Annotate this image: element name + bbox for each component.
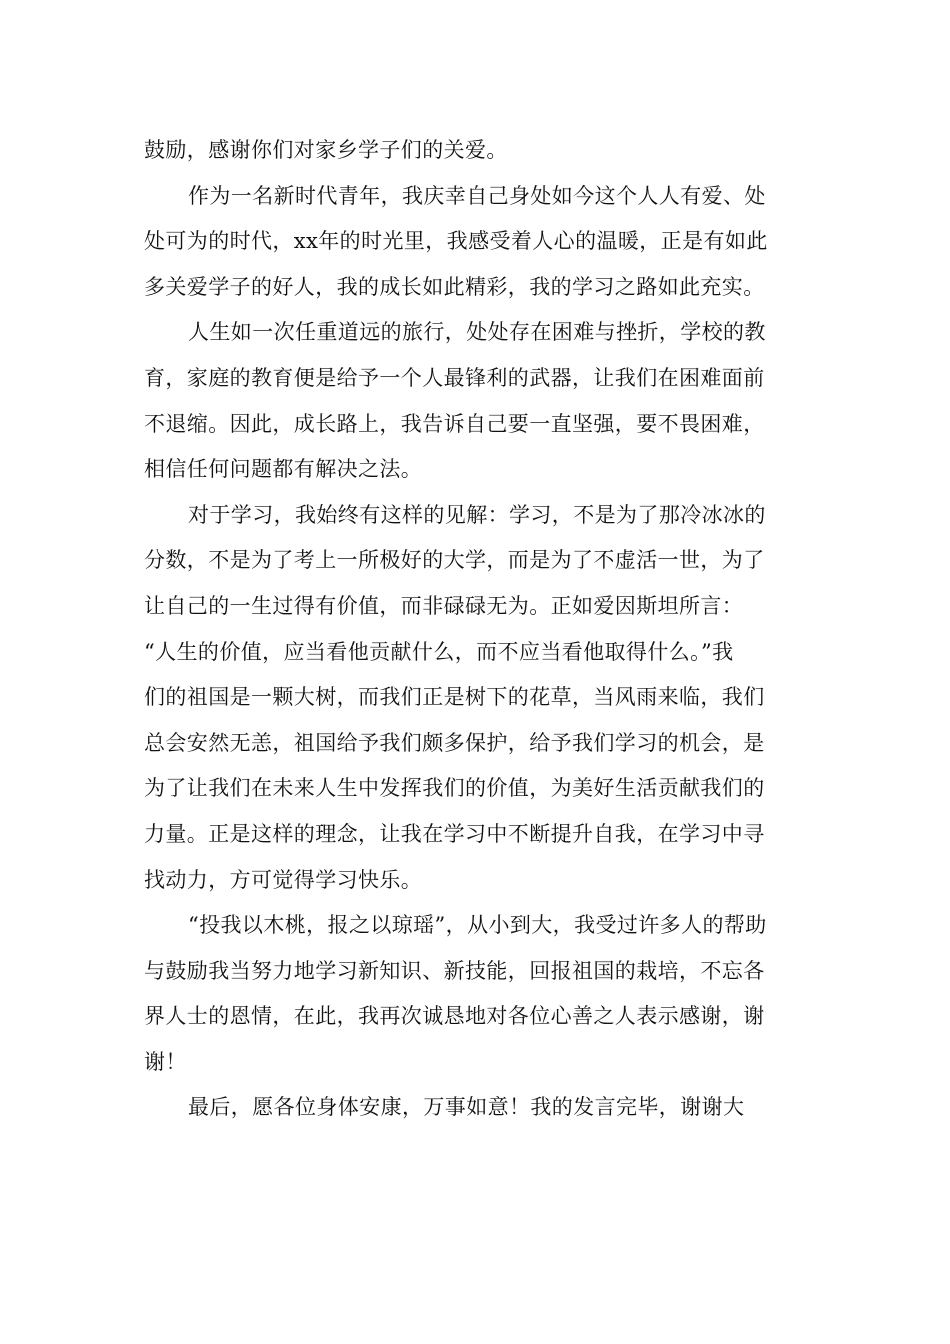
text-line: 处可为的时代，xx年的时光里，我感受着人心的温暖，正是有如此 (144, 229, 768, 254)
text-line: 界人士的恩情，在此，我再次诚恳地对各位心善之人表示感谢，谢 (144, 1004, 765, 1029)
text-line: 人生如一次任重道远的旅行，处处存在困难与挫折，学校的教 (188, 320, 766, 345)
paragraph (144, 903, 808, 1085)
text-line: 总会安然无恙，祖国给予我们颇多保护，给予我们学习的机会，是 (144, 730, 765, 755)
text-line: 相信任何问题都有解决之法。 (144, 457, 423, 482)
text-line: 鼓励，感谢你们对家乡学子们的关爱。 (144, 138, 508, 162)
text-line: 分数，不是为了考上一所极好的大学，而是为了不虚活一世，为了 (144, 548, 765, 573)
paragraph (144, 128, 808, 174)
text-line: 多关爱学子的好人，我的成长如此精彩，我的学习之路如此充实。 (144, 274, 765, 299)
text-line: 不退缩。因此，成长路上，我告诉自己要一直坚强，要不畏困难， (144, 411, 765, 436)
text-line: 为了让我们在未来人生中发挥我们的价值，为美好生活贡献我们的 (144, 776, 765, 801)
document-body (144, 128, 808, 1131)
text-line: 谢！ (144, 1049, 187, 1074)
text-line: “人生的价值，应当看他贡献什么，而不应当看他取得什么。”我 (144, 639, 734, 664)
text-line: 让自己的一生过得有价值，而非碌碌无为。正如爱因斯坦所言： (144, 593, 744, 618)
paragraph (144, 310, 808, 492)
text-line: 对于学习，我始终有这样的见解：学习，不是为了那冷冰冰的 (188, 502, 766, 527)
text-line: 找动力，方可觉得学习快乐。 (144, 867, 423, 892)
paragraph (144, 493, 808, 903)
text-line: 力量。正是这样的理念，让我在学习中不断提升自我，在学习中寻 (144, 821, 765, 846)
text-line: 们的祖国是一颗大树，而我们正是树下的花草，当风雨来临，我们 (144, 685, 765, 710)
text-line: 与鼓励我当努力地学习新知识、新技能，回报祖国的栽培，不忘各 (144, 958, 765, 983)
text-line: 育，家庭的教育便是给予一个人最锋利的武器，让我们在困难面前 (144, 365, 765, 390)
text-line: “投我以木桃，报之以琼瑶”，从小到大，我受过许多人的帮助 (188, 913, 767, 938)
text-line: 最后，愿各位身体安康，万事如意！我的发言完毕，谢谢大 (188, 1095, 745, 1120)
paragraph (144, 174, 808, 311)
text-line: 作为一名新时代青年，我庆幸自己身处如今这个人人有爱、处 (188, 183, 766, 208)
paragraph (144, 1085, 808, 1131)
